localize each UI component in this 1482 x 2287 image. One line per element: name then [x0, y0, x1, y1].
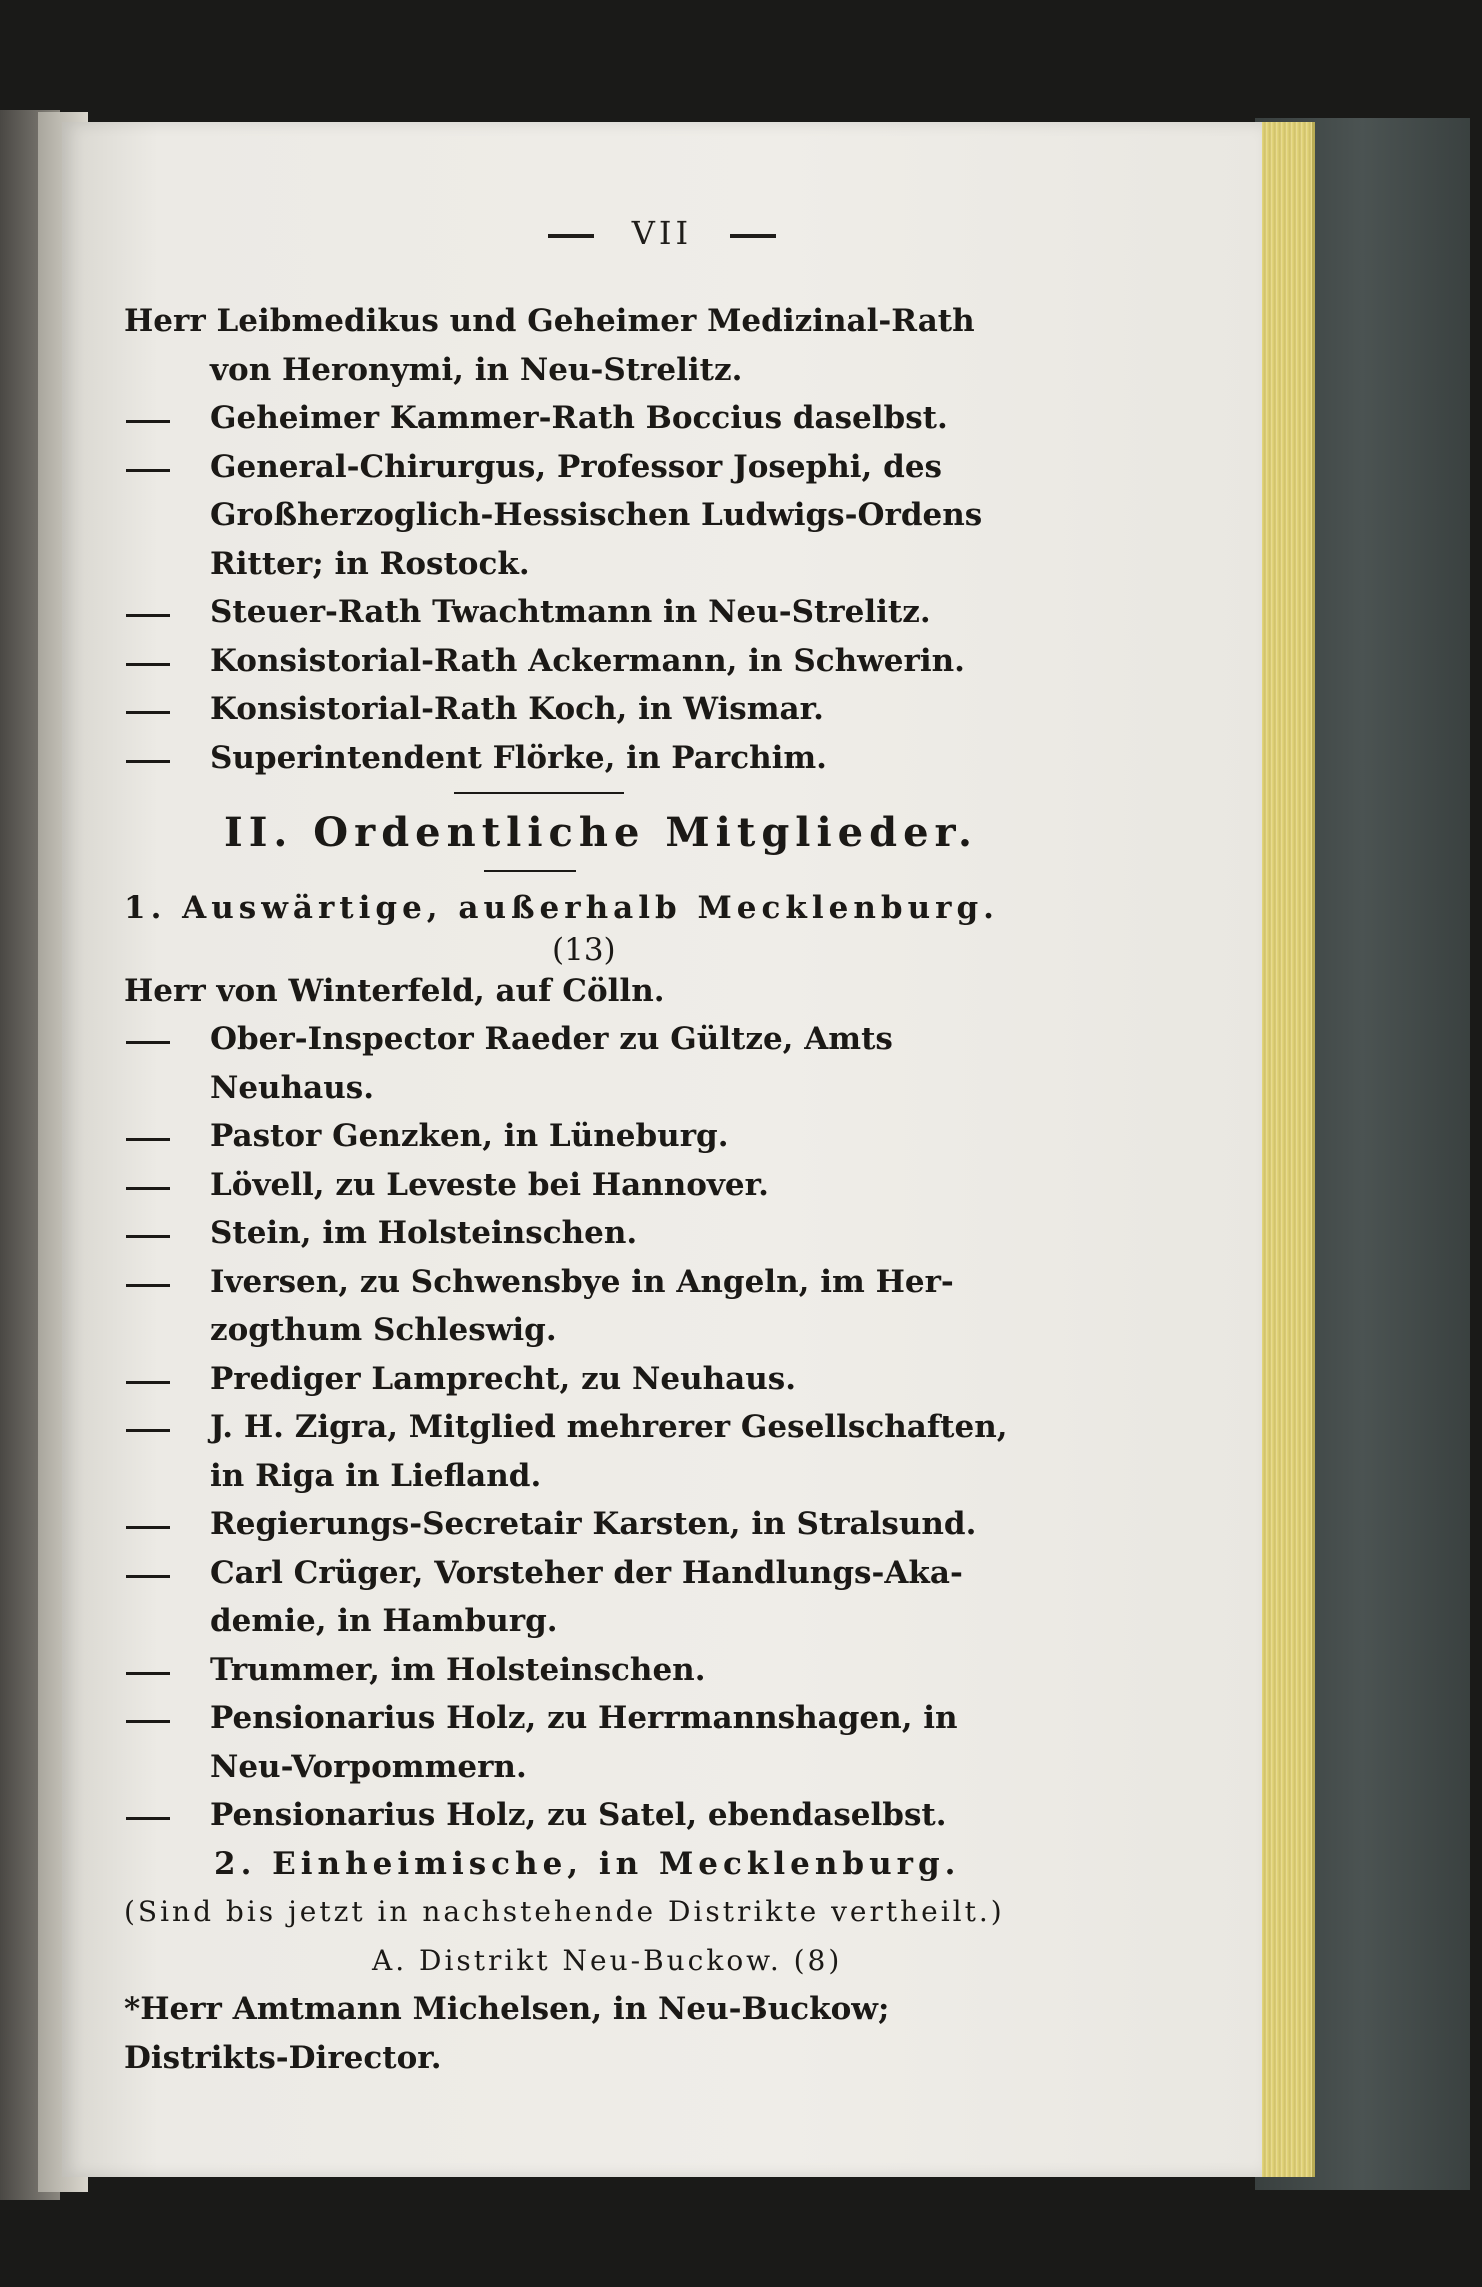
text-line: Stein, im Holsteinschen. — [124, 1209, 1124, 1258]
text-line: Herr von Winterfeld, auf Cölln. — [124, 972, 665, 1009]
text-line: Geheimer Kammer-Rath Boccius daselbst. — [124, 394, 1124, 443]
page-folio — [62, 214, 1262, 252]
text-line: Carl Crüger, Vorsteher der Handlungs-Aka- — [124, 1549, 1124, 1598]
text-line: Konsistorial-Rath Ackermann, in Schwerin. — [124, 637, 1124, 686]
district-director-title: Distrikts-Director. — [124, 2039, 442, 2076]
text-line: demie, in Hamburg. — [210, 1603, 558, 1639]
text-line: Iversen, zu Schwensbye in Angeln, im Her- — [124, 1258, 1124, 1307]
subsection-rule — [484, 870, 576, 872]
subsection-1-count: (13) — [552, 931, 616, 968]
text-line: von Heronymi, in Neu-Strelitz. — [210, 351, 743, 388]
text-line: Pensionarius Holz, zu Satel, ebendaselbst. — [124, 1791, 1124, 1840]
section-rule — [454, 792, 624, 794]
section-heading: II. Ordentliche Mitglieder. — [224, 809, 978, 856]
district-heading: A. Distrikt Neu-Buckow. (8) — [372, 1943, 843, 1977]
text-line: Regierungs-Secretair Karsten, in Stralsund. — [124, 1500, 1124, 1549]
folio-dash-left — [548, 234, 594, 238]
page-body — [124, 297, 1124, 2082]
book-page — [62, 122, 1262, 2177]
subsection-2-heading: 2. Einheimische, in Mecklenburg. — [214, 1845, 961, 1882]
text-line: Neuhaus. — [210, 1069, 375, 1106]
foreign-members-list — [124, 967, 1124, 1840]
text-line: Ober-Inspector Raeder zu Gültze, Amts — [124, 1015, 1124, 1064]
text-line: Herr Leibmedikus und Geheimer Medizinal-Rath — [124, 303, 975, 339]
text-line: Superintendent Flörke, in Parchim. — [124, 734, 1124, 783]
honorary-members-list — [124, 297, 1124, 782]
text-line: General-Chirurgus, Professor Josephi, des — [124, 443, 1124, 492]
folio-dash-right — [730, 234, 776, 238]
text-line: Pastor Genzken, in Lüneburg. — [124, 1112, 1124, 1161]
text-line: Großherzoglich-Hessischen Ludwigs-Ordens — [210, 497, 983, 533]
text-line: J. H. Zigra, Mitglied mehrerer Gesellschaften, — [124, 1403, 1124, 1452]
subsection-1-heading: 1. Auswärtige, außerhalb Mecklenburg. — [124, 890, 999, 926]
text-line: Lövell, zu Leveste bei Hannover. — [124, 1161, 1124, 1210]
folio-number: VII — [631, 214, 693, 252]
district-director-line: *Herr Amtmann Michelsen, in Neu-Buckow; — [124, 1991, 890, 2027]
text-line: zogthum Schleswig. — [210, 1312, 557, 1348]
text-line: Steuer-Rath Twachtmann in Neu-Strelitz. — [124, 588, 1124, 637]
text-line: Neu-Vorpommern. — [210, 1748, 527, 1785]
text-line: in Riga in Liefland. — [210, 1457, 542, 1494]
text-line: Konsistorial-Rath Koch, in Wismar. — [124, 685, 1124, 734]
text-line: Pensionarius Holz, zu Herrmannshagen, in — [124, 1694, 1124, 1743]
text-line: Trummer, im Holsteinschen. — [124, 1646, 1124, 1695]
text-line: Prediger Lamprecht, zu Neuhaus. — [124, 1355, 1124, 1404]
text-line: Ritter; in Rostock. — [210, 545, 530, 582]
subsection-2-note: (Sind bis jetzt in nachstehende Distrikte vertheilt.) — [124, 1895, 1005, 1928]
